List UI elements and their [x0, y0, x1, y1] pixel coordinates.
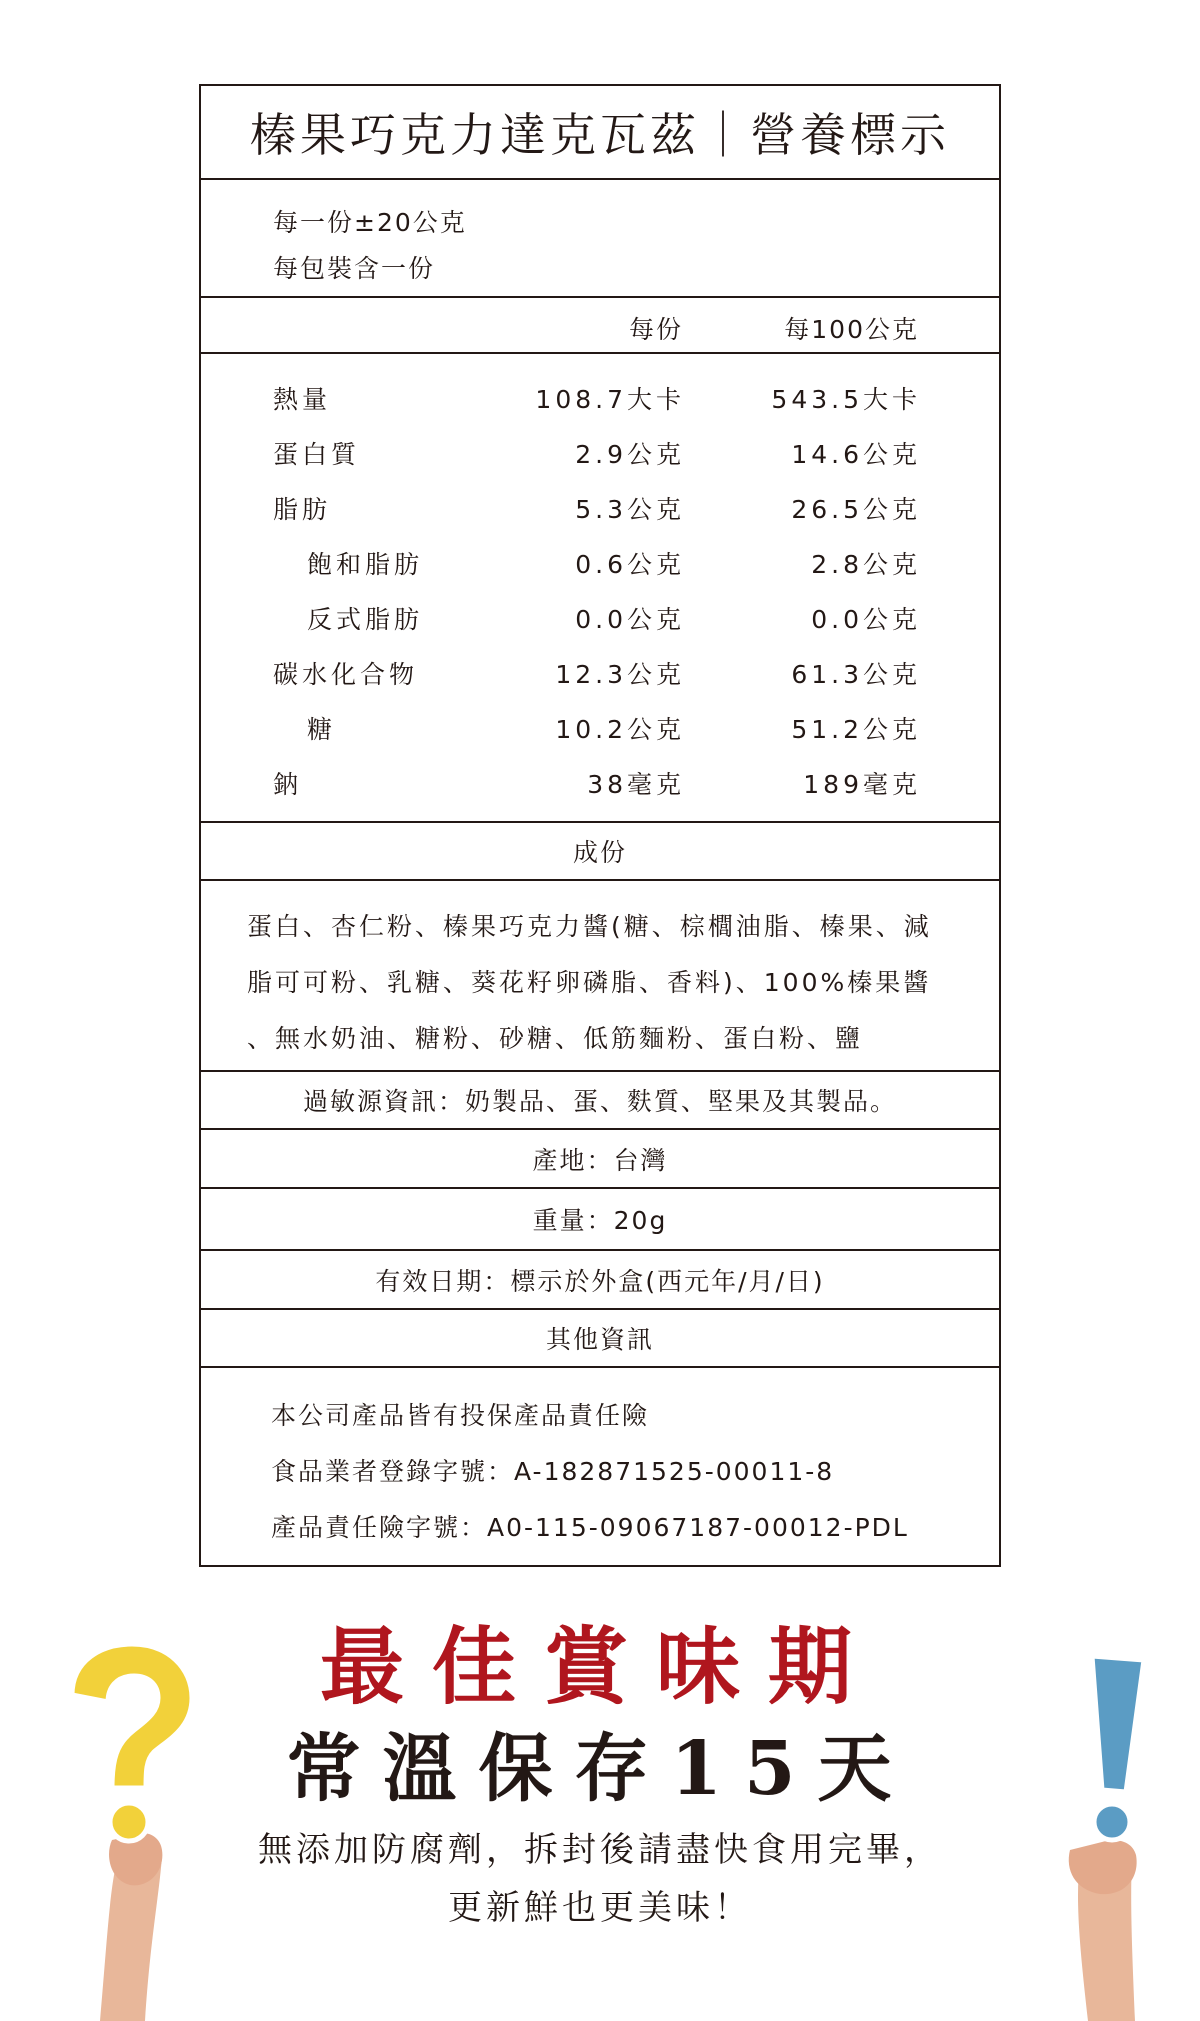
nutrient-row — [201, 480, 999, 535]
label-title: 榛果巧克力達克瓦茲｜營養標示 — [201, 86, 999, 180]
nutrient-name: 飽和脂肪 — [307, 550, 424, 579]
nutrient-per-serving: 10.2公克 — [555, 715, 685, 744]
origin-info: 產地：台灣 — [201, 1130, 999, 1189]
other-info — [201, 1368, 999, 1565]
best-before-subtitle: 常溫保存15天 — [286, 1726, 914, 1812]
nutrient-name: 脂肪 — [273, 495, 332, 524]
nutrient-per-100g: 543.5大卡 — [771, 385, 921, 414]
nutrient-per-serving: 38毫克 — [587, 770, 685, 799]
nutrient-per-100g: 26.5公克 — [791, 495, 921, 524]
nutrient-per-serving: 0.6公克 — [575, 550, 685, 579]
nutrient-name: 碳水化合物 — [273, 660, 419, 689]
nutrient-name: 蛋白質 — [273, 440, 361, 469]
ingredients-line: 、無水奶油、糖粉、砂糖、低筋麵粉、蛋白粉、鹽 — [247, 1024, 864, 1053]
other-info-line: 本公司產品皆有投保產品責任險 — [271, 1401, 650, 1430]
nutrient-per-serving: 0.0公克 — [575, 605, 685, 634]
nutrient-row — [201, 645, 999, 700]
nutrient-per-serving: 5.3公克 — [575, 495, 685, 524]
ingredients-line: 脂可可粉、乳糖、葵花籽卵磷脂、香料)、100%榛果醬 — [247, 968, 932, 997]
nutrient-row — [201, 425, 999, 480]
allergen-info: 過敏源資訊：奶製品、蛋、麩質、堅果及其製品。 — [201, 1072, 999, 1130]
nutrient-name: 熱量 — [273, 385, 332, 414]
exclamation-mark-sign-icon — [1040, 1650, 1170, 2021]
servings-per-pack: 每包裝含一份 — [273, 254, 436, 283]
nutrient-row — [201, 755, 999, 810]
nutrient-per-100g: 189毫克 — [803, 770, 921, 799]
exclamation-mark-dot — [1094, 1804, 1130, 1840]
col-per-100g: 每100公克 — [784, 315, 919, 344]
ingredients-list — [201, 881, 999, 1072]
freshness-note-line2: 更新鮮也更美味！ — [448, 1888, 752, 1928]
weight-info: 重量：20g — [201, 1189, 999, 1251]
nutrition-label — [199, 84, 1001, 1567]
nutrient-name: 糖 — [307, 715, 337, 744]
question-mark-sign-icon — [50, 1640, 200, 2021]
nutrient-per-100g: 2.8公克 — [811, 550, 921, 579]
exclamation-mark-shape — [1092, 1656, 1144, 1792]
nutrient-name: 鈉 — [273, 770, 303, 799]
nutrient-name: 反式脂肪 — [307, 605, 424, 634]
ingredients-heading: 成份 — [201, 823, 999, 881]
nutrient-per-100g: 14.6公克 — [791, 440, 921, 469]
serving-size: 每一份±20公克 — [273, 208, 467, 237]
other-info-line: 產品責任險字號：A0-115-09067187-00012-PDL — [271, 1513, 909, 1542]
expiry-info: 有效日期：標示於外盒(西元年/月/日) — [201, 1251, 999, 1310]
ingredients-line: 蛋白、杏仁粉、榛果巧克力醬(糖、棕櫚油脂、榛果、減 — [247, 912, 932, 941]
other-info-heading: 其他資訊 — [201, 1310, 999, 1368]
col-per-serving: 每份 — [628, 315, 683, 344]
nutrient-row — [201, 590, 999, 645]
nutrient-per-serving: 108.7大卡 — [535, 385, 685, 414]
question-mark-shape — [72, 1644, 192, 1788]
freshness-note-line1: 無添加防腐劑，拆封後請盡快食用完畢， — [258, 1830, 942, 1870]
nutrient-per-100g: 51.2公克 — [791, 715, 921, 744]
nutrient-table — [201, 354, 999, 823]
serving-info — [201, 180, 999, 298]
nutrient-row — [201, 535, 999, 590]
nutrient-row — [201, 370, 999, 425]
nutrient-row — [201, 700, 999, 755]
nutrient-per-serving: 2.9公克 — [575, 440, 685, 469]
column-header — [201, 298, 999, 354]
question-mark-dot — [110, 1803, 148, 1841]
other-info-line: 食品業者登錄字號：A-182871525-00011-8 — [271, 1457, 835, 1486]
nutrient-per-100g: 0.0公克 — [811, 605, 921, 634]
best-before-title: 最佳賞味期 — [319, 1617, 880, 1716]
nutrient-per-serving: 12.3公克 — [555, 660, 685, 689]
nutrient-per-100g: 61.3公克 — [791, 660, 921, 689]
